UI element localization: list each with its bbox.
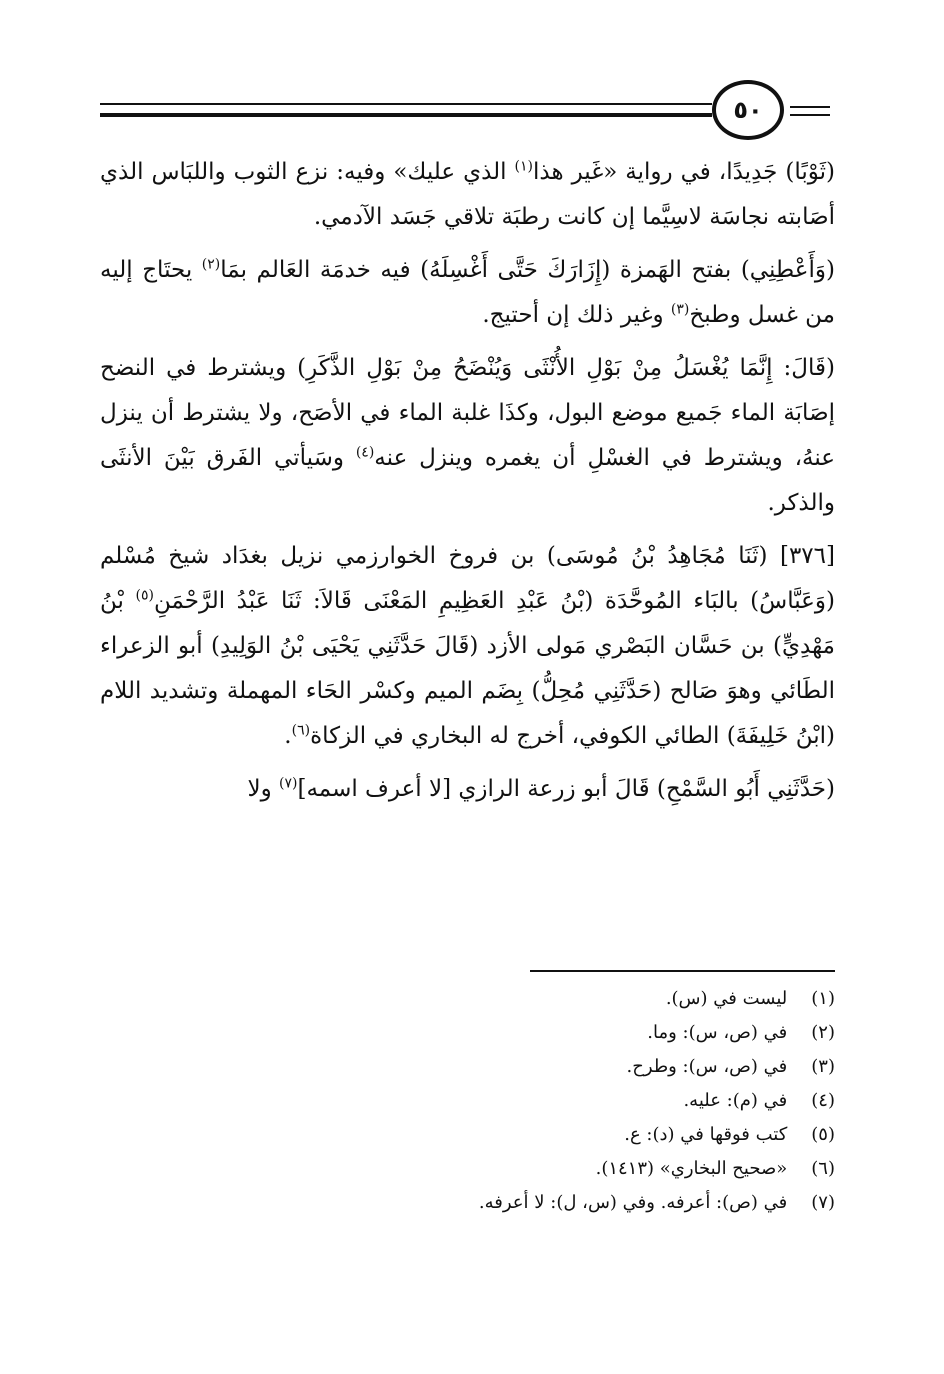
footnote-text: ليست في (س). (665, 988, 788, 1009)
paragraph-1-text-b: الذي عليك» وفيه: نزع الثوب واللبَاس الذي أصَابته نجاسَة لاسِيَّما إن كانت رطبَة تلاقي جَسَد الآدمي. (100, 159, 835, 230)
footnote-ref-1[interactable]: (١) (514, 158, 534, 175)
footnotes (100, 982, 835, 1220)
footnote-number: (٦) (811, 1158, 835, 1179)
header-rule-thin (100, 103, 712, 105)
footnote-text: في (ص، س): وما. (647, 1022, 788, 1043)
header-rule-right-lower (790, 114, 830, 116)
footnote-item (100, 1050, 835, 1084)
footnote-item (100, 1016, 835, 1050)
paragraph-1 (100, 150, 835, 240)
paragraph-3 (100, 346, 835, 526)
footnote-number: (٥) (811, 1124, 835, 1145)
footnote-text: في (م): عليه. (683, 1090, 788, 1111)
paragraph-4-text-c: . (284, 723, 292, 749)
footnote-ref-6[interactable]: (٦) (291, 722, 311, 739)
footnote-item (100, 982, 835, 1016)
header-rule (100, 113, 712, 117)
footnote-text: في (ص): أعرفه. وفي (س، ل): لا أعرفه. (478, 1192, 788, 1213)
paragraph-4-text: [٣٧٦] (ثَنَا مُجَاهِدُ بْنُ مُوسَى) بن فروخ الخوارزمي نزيل بغدَاد شيخ مُسْلم (وَعَبَّاسُ) بالبَاء المُوحَّدَة (بْنُ عَبْدِ العَظِيمِ المَعْنَى قَالاَ: ثَنَا عَبْدُ الرَّحْمَنِ (100, 543, 835, 614)
paragraph-5-text-b: ولا (247, 776, 279, 802)
main-text (100, 150, 835, 820)
page-number: ٥٠ (733, 96, 763, 124)
footnote-ref-7[interactable]: (٧) (279, 775, 298, 792)
footnote-item (100, 1084, 835, 1118)
header-rule-right (790, 106, 830, 108)
footnote-ref-5[interactable]: (٥) (135, 587, 154, 604)
paragraph-2 (100, 248, 835, 338)
paragraph-3-text: (قَالَ: إِنَّمَا يُغْسَلُ مِنْ بَوْلِ الأُنْثَى وَيُنْضَحُ مِنْ بَوْلِ الذَّكَرِ) ويشترط في النضح إصَابَة الماء جَميع موضع البول، وكذَا غلبة الماء في الأصَح، ولا يشترط أن ينزل عنهُ، ويشترط في الغسْلِ أن يغمره وينزل عنه (100, 355, 835, 471)
footnote-item (100, 1152, 835, 1186)
footnote-text: «صحيح البخاري» (١٤١٣). (595, 1158, 788, 1179)
footnote-number: (٧) (811, 1192, 835, 1213)
footnote-number: (٢) (811, 1022, 835, 1043)
paragraph-2-text-c: وغير ذلك إن أحتيج. (482, 302, 671, 328)
footnote-ref-2[interactable]: (٢) (201, 256, 221, 273)
footnote-item (100, 1118, 835, 1152)
page-number-badge (712, 80, 784, 140)
paragraph-2-text: (وَأَعْطِنِي) بفتح الهَمزة (إِزَارَكَ حَتَّى أَغْسِلَهُ) فيه خدمَة العَالم بمَا (220, 257, 835, 283)
paragraph-4 (100, 534, 835, 759)
paragraph-5 (100, 767, 835, 812)
paragraph-4-text-b: بْنُ مَهْدِيٍّ) بن حَسَّان البَصْري مَولى الأزد (قَالَ حَدَّثَنِي يَحْيَى بْنُ الوَلِيدِ) أبو الزعراء الطَائي وهوَ صَالح (حَدَّثَنِي مُحِلُّ) بِضَم الميم وكسْر الحَاء المهملة وتشديد اللام (ابْنُ خَلِيفَةَ) الطائي الكوفي، أخرج له البخاري في الزكاة (100, 588, 835, 749)
paragraph-5-text: (حَدَّثَنِي أَبُو السَّمْحِ) قَالَ أبو زرعة الرازي [لا أعرف اسمه] (297, 776, 835, 802)
footnote-separator (530, 970, 835, 972)
footnote-ref-3[interactable]: (٣) (670, 301, 690, 318)
paragraph-3-text-b: وسَيأتي الفَرق بَيْنَ الأنثَى والذكر. (100, 445, 835, 516)
footnote-number: (٤) (811, 1090, 835, 1111)
footnote-number: (٣) (811, 1056, 835, 1077)
footnote-text: في (ص، س): وطرح. (626, 1056, 788, 1077)
footnote-number: (١) (811, 988, 835, 1009)
footnote-item (100, 1186, 835, 1220)
footnote-text: كتب فوقها في (د): ع. (624, 1124, 788, 1145)
paragraph-1-text: (ثَوْبًا) جَدِيدًا، في رواية «غَير هذا (533, 159, 835, 185)
footnote-ref-4[interactable]: (٤) (355, 444, 375, 461)
page-header (100, 80, 830, 140)
paragraph-2-text-b: يحتَاج إليه من غسل وطبخ (100, 257, 835, 328)
